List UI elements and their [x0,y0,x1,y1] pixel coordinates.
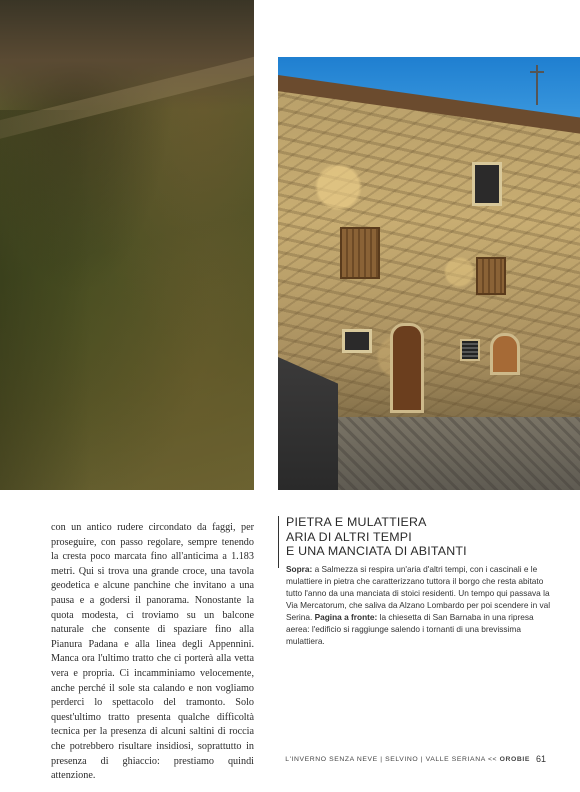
caption-text-above: a Salmezza si respira un'aria d'altri tempi, con i cascinali e le mulattiere in pietra che caratterizzano tuttora il borgo che resta abitato tutto l'anno da una manciata di stoici residenti. Un tempo qui passava la Via Mercatorum, che saliva da Alzano Lombardo per poi scendere in val Serina. [286,564,551,622]
caption-text-facing: la chiesetta di San Barnaba in una ripresa aerea: l'edificio si raggiunge salendo i tornanti di una brevissima mulattiera. [286,612,534,646]
stone-building-photo [278,57,580,490]
photo-stone-wall [278,85,580,425]
photo-grate-window [460,339,480,361]
caption-label-facing: Pagina a fronte: [314,612,378,622]
article-body-paragraph: con un antico rudere circondato da faggi, per proseguire, con passo regolare, sempre tenendo la cresta poco marcata fino all'anticima a 1.183 metri. Qui si trova una grande croce, una tavola geodetica e alcune panchine che invitano a una pausa e a godersi il panorama. Nonostante la quota modesta, ci troviamo su un balcone naturale che consente di spaziare fino alla Pianura Padana e alla linea degli Appennini. Manca ora l'ultimo tratto che ci porterà alla vetta vera e propria. Ci incamminiamo velocemente, anche perché il sole sta calando e non vogliamo perderci lo spettacolo del tramonto. Solo quest'ultimo tratto presenta qualche difficoltà tecnica per la presenza di alcuni saltini di roccia che potrebbero risultare insidiosi, soprattutto in presenza di ghiaccio: prestiamo quindi attenzione. [51,522,254,782]
caption-title-line-1: PIETRA E MULATTIERA [286,515,427,529]
photo-shutter-left [340,227,380,279]
photo-window-small [342,329,372,353]
photo-shutter-right [476,257,506,295]
caption-label-above: Sopra: [286,564,313,574]
running-footer [285,756,530,763]
aerial-photo-slope [0,0,254,490]
photo-antenna-bar [530,71,544,73]
caption-title [286,515,566,559]
footer-running-head: L'INVERNO SENZA NEVE | SELVINO | VALLE SERIANA << [285,756,500,763]
footer-brand: OROBIE [499,756,530,763]
photo-shadow [0,110,90,490]
caption-divider [278,516,279,568]
photo-window-upper-right [472,162,502,206]
photo-window-arched [490,333,520,375]
caption-title-line-2: ARIA DI ALTRI TEMPI [286,529,412,544]
caption-title-line-3: E UNA MANCIATA DI ABITANTI [286,544,467,559]
photo-door-arched [390,323,424,413]
caption-text [286,563,558,647]
page-number: 61 [536,754,547,764]
